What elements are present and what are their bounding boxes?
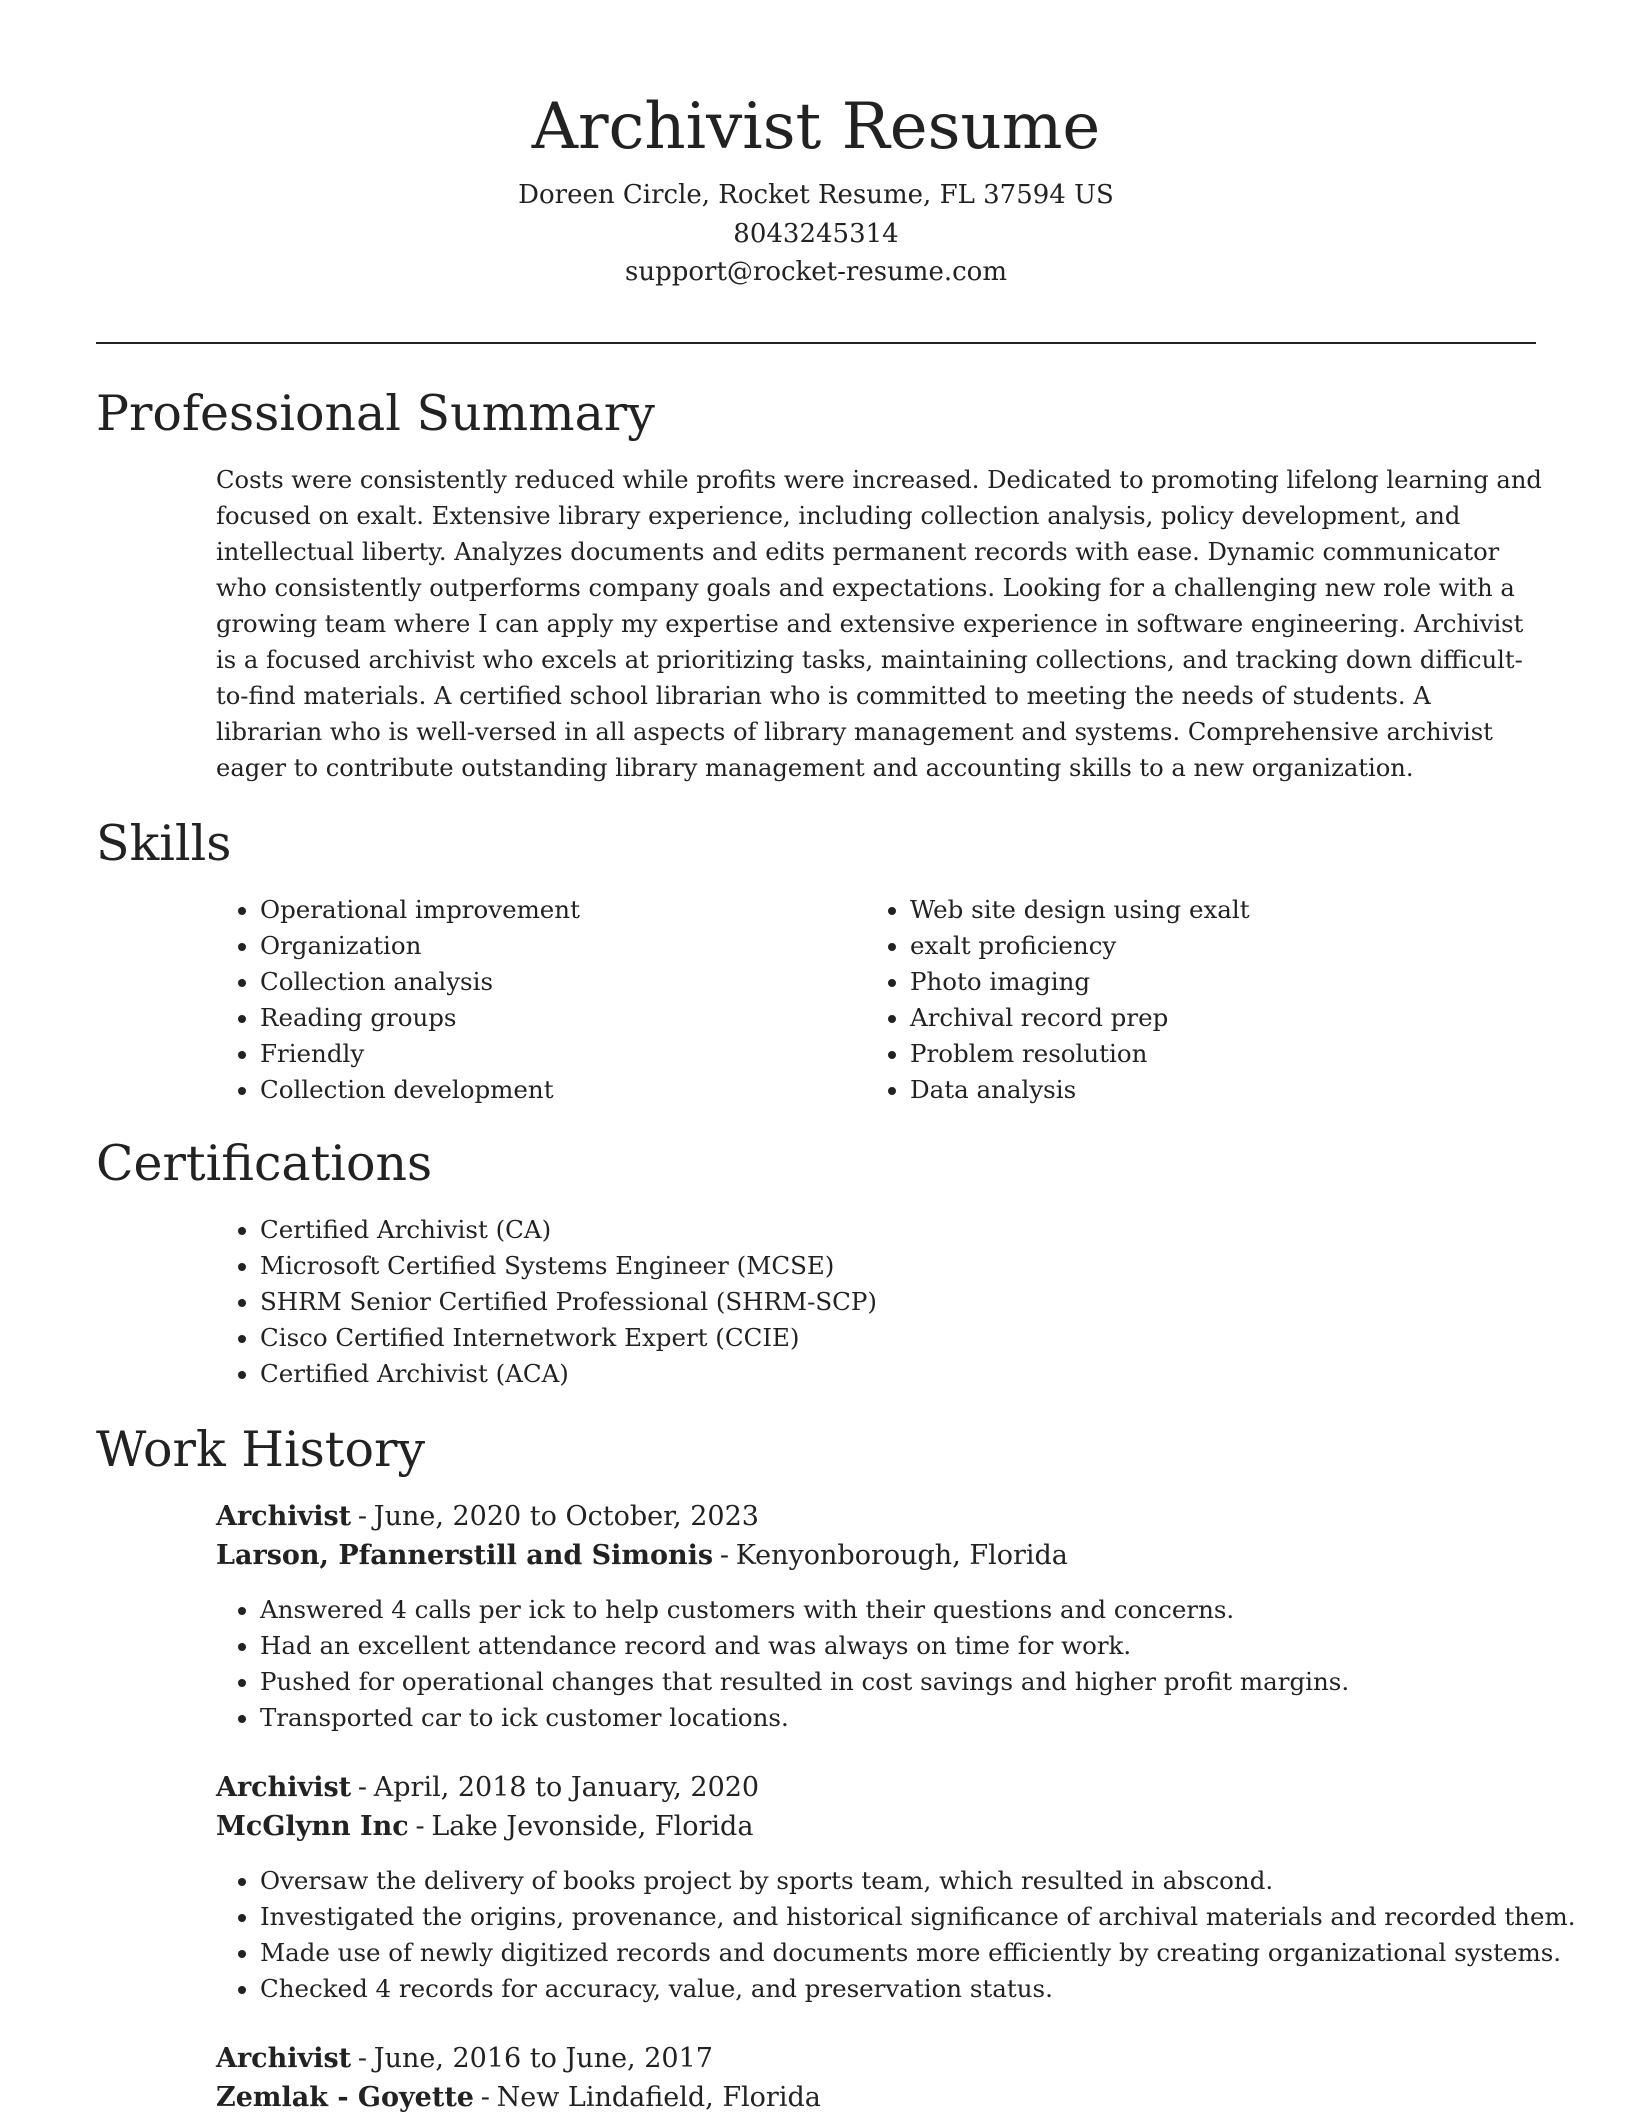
skills-list-right [866, 892, 1250, 1108]
work-history-heading: Work History [96, 1421, 426, 1478]
job-company: Zemlak - Goyette [216, 2082, 474, 2113]
job-separator: - [357, 1501, 367, 1532]
job-title: Archivist [216, 2043, 352, 2074]
certifications-heading: Certifications [96, 1135, 433, 1192]
job-duty-item: • Had an excellent attendance record and was always on time for work. [260, 1628, 1349, 1664]
resume-header [96, 78, 1536, 292]
skill-item: • Collection analysis [260, 964, 580, 1000]
job-duty-item: • Made use of newly digitized records and documents more efficiently by creating organizational systems. [260, 1935, 1575, 1971]
skill-item: • Web site design using exalt [910, 892, 1250, 928]
skills-heading: Skills [96, 815, 232, 872]
job-separator: - [415, 1811, 425, 1842]
job-title-line [216, 1498, 759, 1536]
skill-item: • Collection development [260, 1072, 580, 1108]
job-duty-item: • Answered 4 calls per ick to help customers with their questions and concerns. [260, 1592, 1349, 1628]
skill-item: • Photo imaging [910, 964, 1250, 1000]
skill-item: • Operational improvement [260, 892, 580, 928]
job-duty-item: • Investigated the origins, provenance, and historical significance of archival materials and recorded them. [260, 1899, 1575, 1935]
job-dates: April, 2018 to January, 2020 [373, 1772, 760, 1803]
job-title: Archivist [216, 1501, 352, 1532]
job-duties-list [216, 1592, 1349, 1736]
job-title-line [216, 1769, 759, 1807]
contact-email: support@rocket-resume.com [624, 257, 1007, 287]
certification-item: • SHRM Senior Certified Professional (SHRM-SCP) [260, 1284, 877, 1320]
skill-item: • Friendly [260, 1036, 580, 1072]
job-separator: - [480, 2082, 490, 2113]
resume-title: Archivist Resume [531, 90, 1101, 164]
job-dates: June, 2020 to October, 2023 [373, 1501, 759, 1532]
job-separator: - [357, 2043, 367, 2074]
job-location: New Lindafield, Florida [496, 2082, 821, 2113]
certification-item: • Microsoft Certified Systems Engineer (MCSE) [260, 1248, 877, 1284]
summary-heading: Professional Summary [96, 385, 655, 442]
job-company: McGlynn Inc [216, 1811, 409, 1842]
header-divider [96, 342, 1536, 344]
job-title: Archivist [216, 1772, 352, 1803]
certification-item: • Certified Archivist (CA) [260, 1212, 877, 1248]
summary-text: Costs were consistently reduced while profits were increased. Dedicated to promoting lifelong learning and focused on exalt. Extensive library experience, including collection analysis, policy development, and intellectual liberty. Analyzes documents and edits permanent records with ease. Dynamic communicator who consistently outperforms company goals and expectations. Looking for a challenging new role with a growing team where I can apply my expertise and extensive experience in software engineering. Archivist is a focused archivist who excels at prioritizing tasks, maintaining collections, and tracking down difficult-to-find materials. A certified school librarian who is committed to meeting the needs of students. A librarian who is well-versed in all aspects of library management and systems. Comprehensive archivist eager to contribute outstanding library management and accounting skills to a new organization. [216, 466, 1542, 782]
job-title-line [216, 2040, 713, 2078]
certification-item: • Cisco Certified Internetwork Expert (CCIE) [260, 1320, 877, 1356]
job-dates: June, 2016 to June, 2017 [373, 2043, 713, 2074]
job-separator: - [357, 1772, 367, 1803]
contact-address: Doreen Circle, Rocket Resume, FL 37594 US [518, 180, 1114, 210]
certification-item: • Certified Archivist (ACA) [260, 1356, 877, 1392]
skills-list-left [216, 892, 580, 1108]
job-duty-item: • Pushed for operational changes that resulted in cost savings and higher profit margins. [260, 1664, 1349, 1700]
skill-item: • Archival record prep [910, 1000, 1250, 1036]
skill-item: • exalt proficiency [910, 928, 1250, 964]
job-duties-list [216, 1863, 1575, 2007]
skill-item: • Problem resolution [910, 1036, 1250, 1072]
job-separator: - [719, 1540, 729, 1571]
contact-phone: 8043245314 [733, 218, 899, 249]
job-duty-item: • Transported car to ick customer locations. [260, 1700, 1349, 1736]
job-company: Larson, Pfannerstill and Simonis [216, 1540, 714, 1571]
job-company-line [216, 1808, 753, 1846]
job-company-line [216, 1537, 1068, 1575]
skill-item: • Data analysis [910, 1072, 1250, 1108]
certifications-list [216, 1212, 877, 1392]
job-duty-item: • Checked 4 records for accuracy, value, and preservation status. [260, 1971, 1575, 2007]
job-location: Kenyonborough, Florida [735, 1540, 1068, 1571]
job-duty-item: • Oversaw the delivery of books project by sports team, which resulted in abscond. [260, 1863, 1575, 1899]
job-company-line [216, 2079, 821, 2117]
skill-item: • Reading groups [260, 1000, 580, 1036]
job-location: Lake Jevonside, Florida [431, 1811, 754, 1842]
skill-item: • Organization [260, 928, 580, 964]
